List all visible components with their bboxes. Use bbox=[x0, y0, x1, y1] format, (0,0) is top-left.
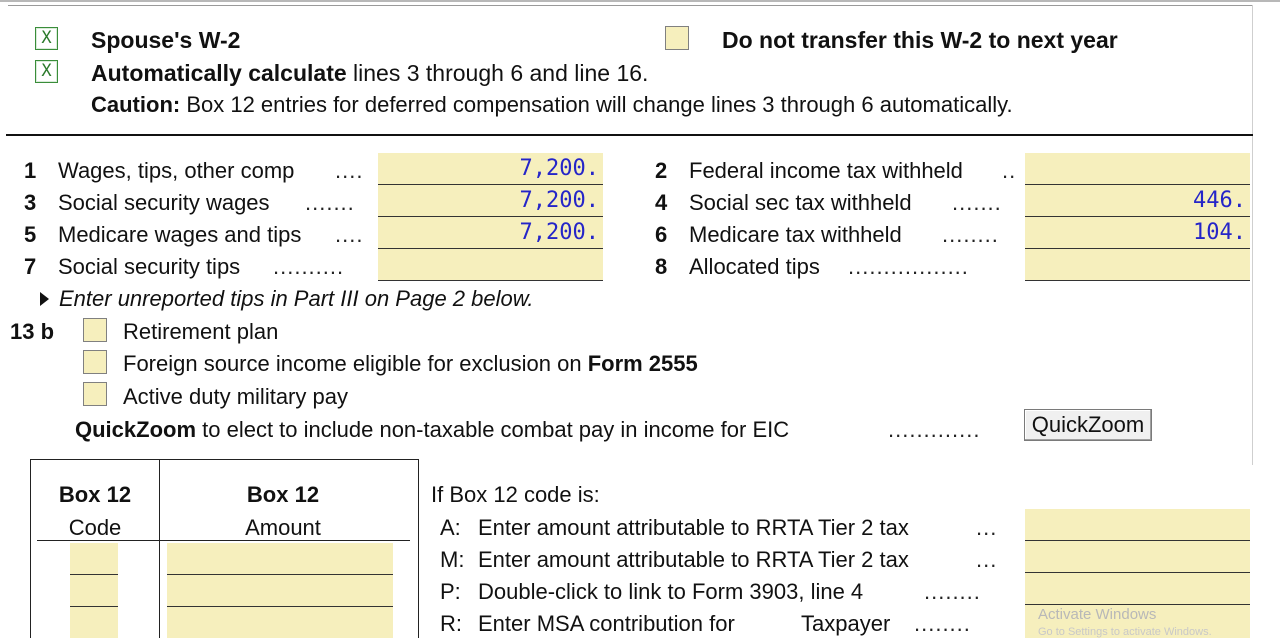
box12-row-p-text: Double-click to link to Form 3903, line 4 bbox=[478, 579, 864, 604]
line-5-label: Medicare wages and tips bbox=[58, 222, 302, 247]
spouse-w2-checkbox[interactable]: X bbox=[35, 27, 58, 50]
box12-code-title: Box 12 bbox=[58, 482, 132, 507]
box12-right-border bbox=[418, 459, 419, 638]
quickzoom-dots: ............. bbox=[888, 417, 981, 442]
line-6-medicare-tax-field[interactable]: 104. bbox=[1025, 217, 1250, 249]
line-1-wages-field[interactable]: 7,200. bbox=[378, 153, 603, 185]
box12-row-r-dots: ........ bbox=[914, 611, 971, 636]
military-pay-checkbox[interactable] bbox=[83, 382, 107, 406]
box12-row-p-code: P: bbox=[440, 579, 461, 604]
box12-code-field-2[interactable] bbox=[70, 575, 118, 607]
activate-windows-subtext: Go to Settings to activate Windows. bbox=[1038, 626, 1212, 638]
auto-calc-rest: lines 3 through 6 and line 16. bbox=[346, 60, 649, 86]
retirement-plan-label: Retirement plan bbox=[123, 319, 279, 344]
triangle-bullet-icon bbox=[40, 292, 49, 306]
line-8-dots: ................. bbox=[848, 254, 969, 279]
quickzoom-instruction bbox=[75, 417, 789, 443]
line-5-dots: .... bbox=[335, 222, 364, 247]
line-1-dots: .... bbox=[335, 158, 364, 183]
rrta-tier2-field-a[interactable] bbox=[1025, 509, 1250, 541]
line-5-medicare-wages-field[interactable]: 7,200. bbox=[378, 217, 603, 249]
line-1-label: Wages, tips, other comp bbox=[58, 158, 295, 183]
line-4-number: 4 bbox=[655, 190, 668, 215]
caution-rest: Box 12 entries for deferred compensation will change lines 3 through 6 automatically. bbox=[180, 92, 1013, 117]
quickzoom-text: to elect to include non-taxable combat pay in income for EIC bbox=[196, 417, 790, 442]
line-6-number: 6 bbox=[655, 222, 668, 247]
box12-amount-title: Box 12 bbox=[246, 482, 320, 507]
line-8-allocated-tips-field[interactable] bbox=[1025, 249, 1250, 281]
box12-amount-field-1[interactable] bbox=[167, 543, 393, 575]
auto-calc-checkbox[interactable]: X bbox=[35, 60, 58, 83]
line-8-label: Allocated tips bbox=[689, 254, 820, 279]
line-6-dots: ........ bbox=[942, 222, 999, 247]
box12-code-subtitle: Code bbox=[68, 515, 122, 540]
form-3903-link-field[interactable] bbox=[1025, 573, 1250, 605]
caution-bold: Caution: bbox=[91, 92, 181, 117]
line-7-label: Social security tips bbox=[58, 254, 241, 279]
box12-amount-field-2[interactable] bbox=[167, 575, 393, 607]
header-separator bbox=[6, 134, 1253, 136]
line-1-number: 1 bbox=[24, 158, 37, 183]
box13b-label: 13 b bbox=[10, 319, 55, 344]
retirement-plan-checkbox[interactable] bbox=[83, 318, 107, 342]
box12-amount-subtitle: Amount bbox=[245, 515, 321, 540]
box12-row-r-text: Enter MSA contribution for bbox=[478, 611, 735, 636]
top-border bbox=[0, 0, 1280, 2]
line-2-federal-tax-field[interactable] bbox=[1025, 153, 1250, 185]
activate-windows-watermark: Activate Windows bbox=[1038, 606, 1157, 623]
form-top-rule bbox=[8, 5, 1252, 6]
line-4-dots: ....... bbox=[952, 190, 1002, 215]
line-6-label: Medicare tax withheld bbox=[689, 222, 902, 247]
form-2555-text: Form 2555 bbox=[587, 351, 698, 376]
line-2-dots: .. bbox=[1002, 158, 1017, 183]
box12-row-p-dots: ........ bbox=[924, 579, 981, 604]
box12-row-a-dots: ... bbox=[976, 515, 998, 540]
box12-if-code-heading: If Box 12 code is: bbox=[431, 482, 600, 507]
line-8-number: 8 bbox=[655, 254, 668, 279]
line-3-number: 3 bbox=[24, 190, 37, 215]
foreign-income-label bbox=[123, 351, 698, 377]
box12-top-border bbox=[30, 459, 419, 460]
line-2-label: Federal income tax withheld bbox=[689, 158, 963, 183]
box12-row-m-dots: ... bbox=[976, 547, 998, 572]
line-7-dots: .......... bbox=[273, 254, 345, 279]
auto-calc-bold: Automatically calculate bbox=[91, 60, 347, 86]
box12-row-r-code: R: bbox=[440, 611, 462, 636]
line-5-number: 5 bbox=[24, 222, 37, 247]
box12-row-m-text: Enter amount attributable to RRTA Tier 2 tax bbox=[478, 547, 909, 572]
caution-line bbox=[91, 92, 1013, 118]
do-not-transfer-checkbox[interactable] bbox=[665, 26, 689, 50]
box12-row-r-taxpayer: Taxpayer bbox=[801, 611, 891, 636]
form-right-rule bbox=[1252, 5, 1253, 465]
military-pay-label: Active duty military pay bbox=[123, 384, 348, 409]
rrta-tier2-field-m[interactable] bbox=[1025, 541, 1250, 573]
quickzoom-button[interactable]: QuickZoom bbox=[1024, 409, 1152, 441]
tips-note: Enter unreported tips in Part III on Page 2 below. bbox=[59, 286, 534, 311]
line-3-label: Social security wages bbox=[58, 190, 270, 215]
box12-row-a-text: Enter amount attributable to RRTA Tier 2 tax bbox=[478, 515, 909, 540]
line-7-ss-tips-field[interactable] bbox=[378, 249, 603, 281]
foreign-income-checkbox[interactable] bbox=[83, 350, 107, 374]
line-3-ss-wages-field[interactable]: 7,200. bbox=[378, 185, 603, 217]
box12-code-field-1[interactable] bbox=[70, 543, 118, 575]
box12-row-a-code: A: bbox=[440, 515, 461, 540]
line-4-label: Social sec tax withheld bbox=[689, 190, 912, 215]
auto-calc-line bbox=[91, 60, 648, 87]
do-not-transfer-label: Do not transfer this W-2 to next year bbox=[722, 27, 1118, 53]
box12-row-m-code: M: bbox=[440, 547, 465, 572]
line-4-ss-tax-field[interactable]: 446. bbox=[1025, 185, 1250, 217]
box12-code-field-3[interactable] bbox=[70, 607, 118, 638]
box12-amount-field-3[interactable] bbox=[167, 607, 393, 638]
line-3-dots: ....... bbox=[305, 190, 355, 215]
line-7-number: 7 bbox=[24, 254, 37, 279]
spouse-w2-label: Spouse's W-2 bbox=[91, 27, 241, 53]
quickzoom-bold: QuickZoom bbox=[75, 417, 197, 442]
line-2-number: 2 bbox=[655, 158, 668, 183]
foreign-income-text: Foreign source income eligible for exclusion on bbox=[123, 351, 588, 376]
